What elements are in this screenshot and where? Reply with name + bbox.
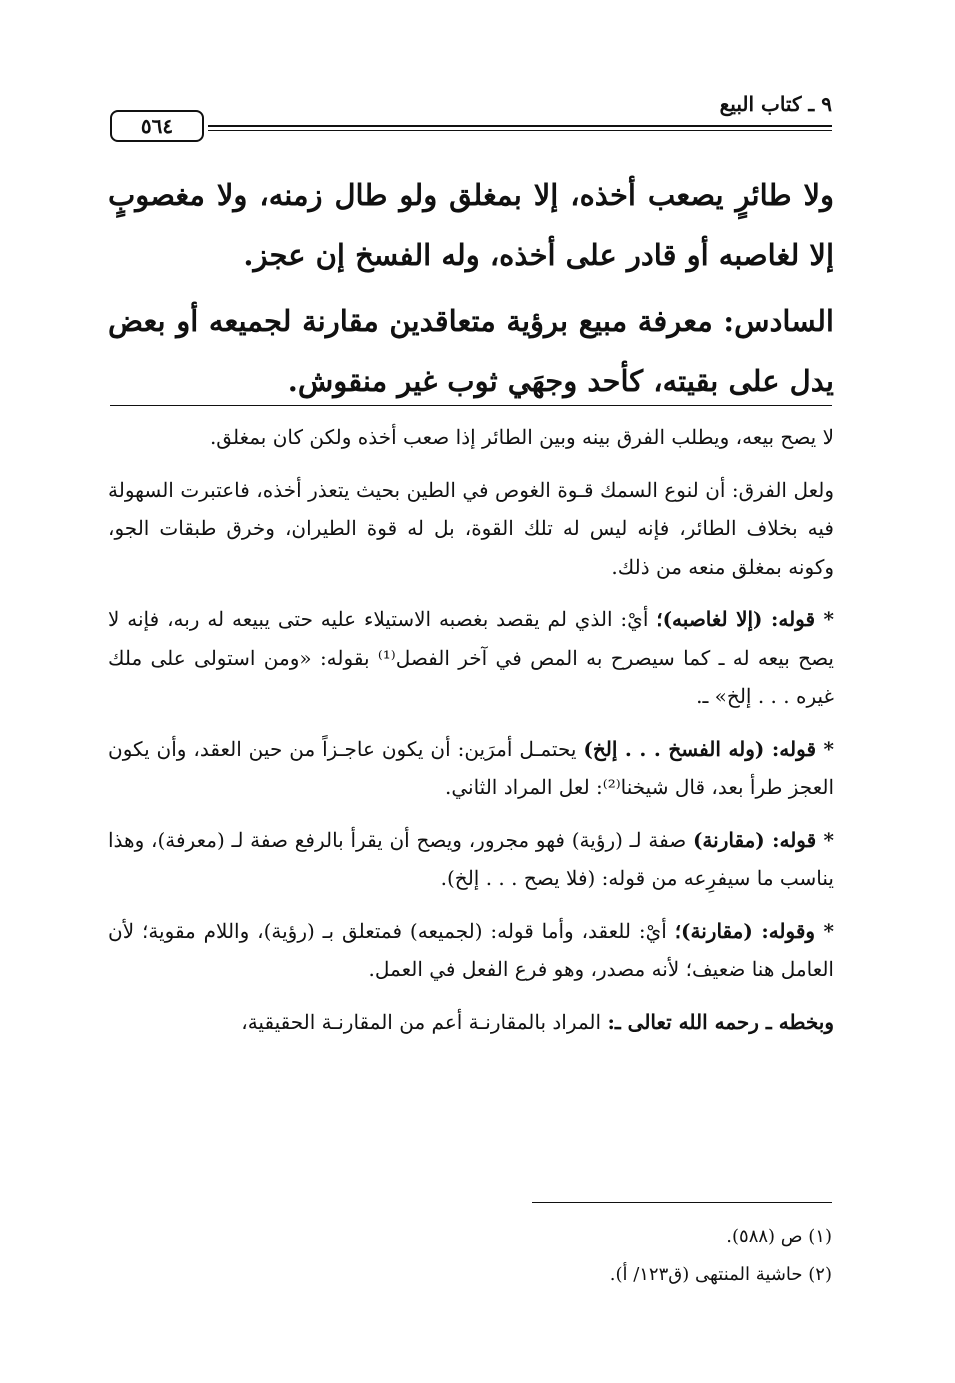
commentary	[108, 418, 834, 1055]
commentary-paragraph: لا يصح بيعه، ويطلب الفرق بينه وبين الطائر إذا صعب أخذه ولكن كان بمغلق.	[209, 425, 834, 449]
footnotes	[300, 1218, 832, 1294]
text-divider	[110, 405, 832, 406]
page-number: ٥٦٤	[110, 110, 204, 142]
header-rule-thin	[208, 130, 832, 131]
commentary-lead: * قوله: (إلا لغاصبه)؛	[656, 607, 834, 631]
commentary-paragraph	[108, 912, 834, 989]
commentary-body: صفة لـ (رؤية) فهو مجرور، ويصح أن يقرأ بالرفع صفة لـ (معرفة)، وهذا يناسب ما سيفرِعه من قوله: (فلا يصح . . . إلخ).	[108, 827, 834, 890]
main-text-paragraph: السادس: معرفة مبيع برؤية متعاقدين مقارنة لجميعه أو بعض يدل على بقيته، كأحد وجهَي ثوب غير منقوش.	[108, 304, 834, 398]
commentary-paragraph: ولعل الفرق: أن لنوع السمك قـوة الغوص في الطين بحيث يتعذر أخذه، فاعتبرت السهولة فيه بخلاف الطائر، فإنه ليس له تلك القوة، بل له قوة الطيران، وخرق طبقات الجو، وكونه بمغلق منعه من ذلك.	[108, 477, 834, 579]
commentary-body: يحتمـل أمرَين: أن يكون عاجـزاً من حين العقد، وأن يكون العجز طرأ بعد، قال شيخنا⁽²⁾: لعل المراد الثاني.	[108, 736, 834, 799]
commentary-paragraph	[108, 730, 834, 807]
page-header	[110, 92, 832, 138]
commentary-body: أيْ: للعقد، وأما قوله: (لجميعه) فمتعلق بـ (رؤية)، واللام مقوية؛ لأن العامل هنا ضعيف؛ لأنه مصدر، وهو فرع الفعل في العمل.	[108, 918, 834, 981]
commentary-paragraph	[108, 821, 834, 898]
chapter-title: ٩ ـ كتاب البيع	[719, 92, 832, 116]
commentary-lead: * قوله: (مقارنة)	[692, 827, 834, 852]
commentary-paragraph	[108, 1003, 834, 1042]
footnote-1: (١) ص (٥٨٨).	[726, 1226, 832, 1247]
main-text	[108, 165, 834, 411]
main-text-paragraph: ولا طائرٍ يصعب أخذه، إلا بمغلق ولو طال زمنه، ولا مغصوبٍ إلا لغاصبه أو قادر على أخذه، وله الفسخ إن عجز.	[108, 178, 834, 272]
commentary-lead: وبخطه ـ رحمه الله تعالى ـ:	[607, 1009, 834, 1034]
header-rule	[208, 125, 832, 127]
commentary-paragraph	[108, 600, 834, 716]
commentary-body: المراد بالمقارنـة أعم من المقارنـة الحقيقية،	[241, 1009, 608, 1034]
commentary-lead: * قوله: (وله الفسخ . . . إلخ)	[583, 736, 834, 761]
commentary-lead: * وقوله: (مقارنة)؛	[674, 918, 834, 943]
footnote-2: (٢) حاشية المنتهى (ق١٢٣/ أ).	[609, 1264, 832, 1285]
commentary-body: أيْ: الذي لم يقصد بغصبه الاستيلاء عليه حتى يبيعه له ربه، فإنه لا يصح بيعه له ـ كما سيصرح به المص في آخر الفصل⁽¹⁾ بقوله: «ومن استولى على ملك غيره . . . إلخ» ـ.	[108, 607, 834, 708]
footnote-divider	[532, 1202, 832, 1203]
